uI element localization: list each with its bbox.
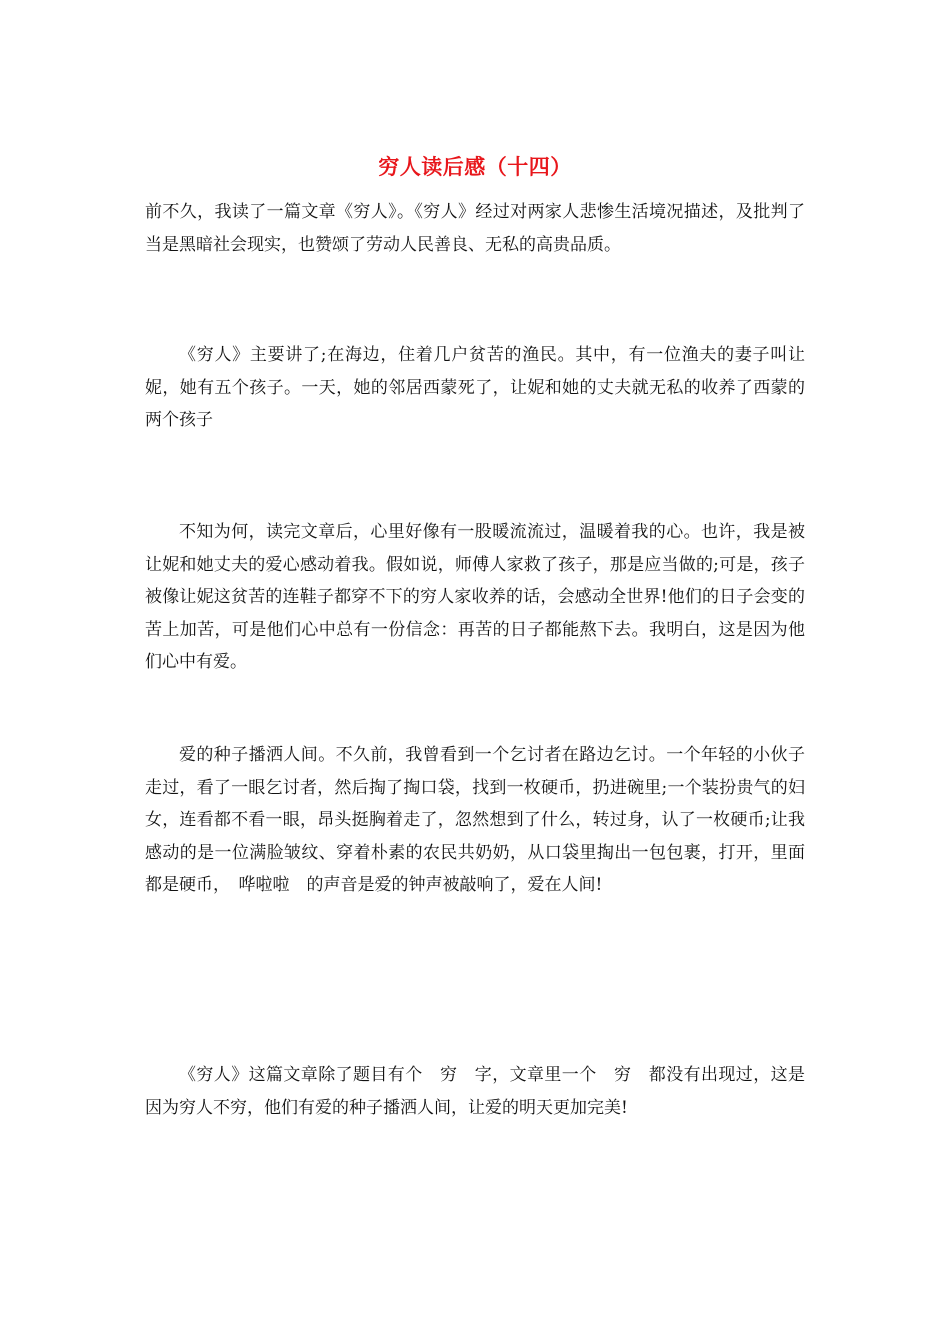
paragraph-summary: 《穷人》主要讲了;在海边，住着几户贫苦的渔民。其中，有一位渔夫的妻子叫让妮，她有五个孩子。一天，她的邻居西蒙死了，让妮和她的丈夫就无私的收养了西蒙的两个孩子: [145, 345, 805, 430]
paragraph-intro: 前不久，我读了一篇文章《穷人》。《穷人》经过对两家人悲惨生活境况描述，及批判了当是黑暗社会现实，也赞颂了劳动人民善良、无私的高贵品质。: [145, 202, 805, 255]
paragraph-feelings: 不知为何，读完文章后，心里好像有一股暖流流过，温暖着我的心。也许，我是被让妮和她丈夫的爱心感动着我。假如说，师傅人家救了孩子，那是应当做的;可是，孩子被像让妮这贫苦的连鞋子都穿不下的穷人家收养的话，会感动全世界!他们的日子会变的苦上加苦，可是他们心中总有一份信念：再苦的日子都能熬下去。我明白，这是因为他们心中有爱。: [145, 522, 805, 672]
paragraph-example: 爱的种子播洒人间。不久前，我曾看到一个乞讨者在路边乞讨。一个年轻的小伙子走过，看了一眼乞讨者，然后掏了掏口袋，找到一枚硬币，扔进碗里;一个装扮贵气的妇女，连看都不看一眼，昂头挺胸着走了，忽然想到了什么，转过身，认了一枚硬币;让我感动的是一位满脸皱纹、穿着朴素的农民共奶奶，从口袋里掏出一包包裹，打开，里面都是硬币， 哗啦啦 的声音是爱的钟声被敲响了，爱在人间!: [145, 745, 805, 895]
document-title: 穷人读后感（十四）: [378, 154, 572, 179]
paragraph-conclusion: 《穷人》这篇文章除了题目有个 穷 字，文章里一个 穷 都没有出现过，这是因为穷人不穷，他们有爱的种子播洒人间，让爱的明天更加完美!: [145, 1065, 805, 1118]
